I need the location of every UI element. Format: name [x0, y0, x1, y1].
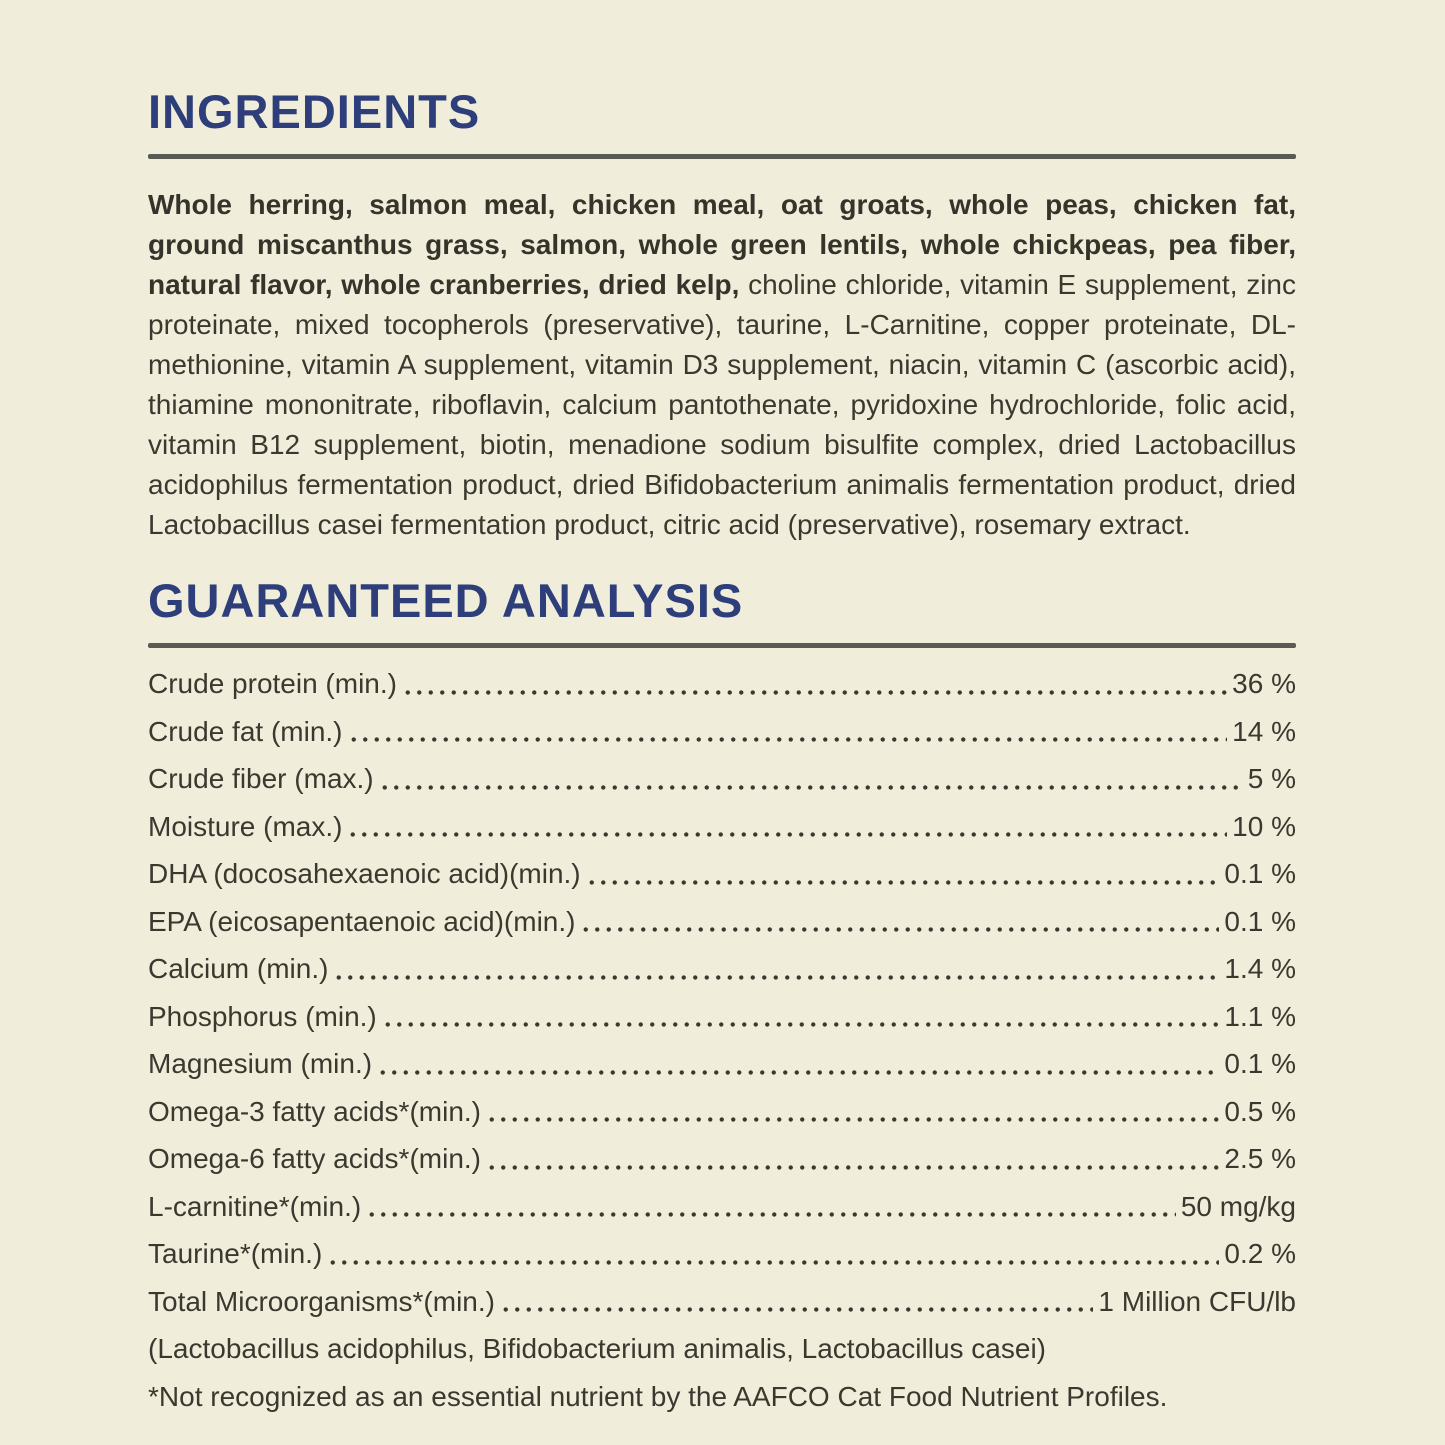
analysis-row-value: 36 % — [1232, 668, 1296, 699]
guaranteed-analysis-title: GUARANTEED ANALYSIS — [148, 574, 744, 627]
analysis-row-value: 1 Million CFU/lb — [1098, 1285, 1296, 1317]
analysis-row-label: Total Microorganisms*(min.) — [148, 1285, 495, 1317]
ingredients-title: INGREDIENTS — [148, 85, 481, 138]
analysis-row-value: 50 mg/kg — [1180, 1190, 1296, 1222]
analysis-row — [148, 1135, 1296, 1183]
analysis-row-label: EPA (eicosapentaenoic acid)(min.) — [148, 905, 576, 937]
analysis-row-value: 1.4 % — [1224, 953, 1296, 984]
analysis-row — [148, 1183, 1296, 1231]
analysis-row — [148, 803, 1296, 851]
analysis-row-value: 10 % — [1232, 810, 1296, 842]
analysis-row — [148, 993, 1296, 1041]
analysis-row — [148, 1088, 1296, 1136]
analysis-row-value: 0.1 % — [1224, 858, 1296, 889]
analysis-row — [148, 898, 1296, 946]
analysis-row-label: Crude fat (min.) — [148, 715, 343, 747]
analysis-row — [148, 1278, 1296, 1326]
analysis-row-value: 14 % — [1232, 715, 1296, 747]
dot-leader — [366, 1183, 1176, 1231]
dot-leader — [500, 1278, 1093, 1326]
analysis-row — [148, 945, 1296, 993]
analysis-row-value: 0.1 % — [1224, 1048, 1296, 1079]
dot-leader — [379, 755, 1243, 803]
analysis-row-label: Phosphorus (min.) — [148, 1000, 377, 1032]
analysis-row-label: Calcium (min.) — [148, 953, 329, 984]
analysis-row-label: Omega-6 fatty acids*(min.) — [148, 1143, 481, 1174]
analysis-row-label: Magnesium (min.) — [148, 1048, 373, 1079]
analysis-row — [148, 660, 1296, 708]
analysis-row-value: 0.2 % — [1224, 1238, 1296, 1269]
dot-leader — [486, 1135, 1219, 1183]
analysis-row — [148, 708, 1296, 756]
dot-leader — [486, 1088, 1219, 1136]
dot-leader — [580, 898, 1219, 946]
analysis-row-value: 2.5 % — [1224, 1143, 1296, 1174]
analysis-row-label: Taurine*(min.) — [148, 1238, 323, 1269]
analysis-row-label: Crude protein (min.) — [148, 668, 397, 699]
analysis-table — [148, 660, 1296, 1420]
dot-leader — [382, 993, 1220, 1041]
analysis-row-label: Moisture (max.) — [148, 810, 343, 842]
analysis-row-value: 0.1 % — [1224, 905, 1296, 937]
label-content — [148, 0, 1296, 1420]
analysis-row — [148, 850, 1296, 898]
dot-leader — [333, 945, 1219, 993]
analysis-row — [148, 755, 1296, 803]
dot-leader — [402, 660, 1227, 708]
analysis-row-label: L-carnitine*(min.) — [148, 1190, 362, 1222]
dot-leader — [348, 708, 1228, 756]
aafco-footnote: *Not recognized as an essential nutrient by the AAFCO Cat Food Nutrient Profiles. — [148, 1380, 1168, 1412]
dot-leader — [347, 803, 1227, 851]
analysis-row-label: Omega-3 fatty acids*(min.) — [148, 1095, 481, 1127]
ingredients-regular-text: choline chloride, vitamin E supplement, zinc proteinate, mixed tocopherols (preservative), taurine, L-Carnitine, copper proteinate, DL-methionine, vitamin A supplement, vitamin D3 supplement, niacin, vitamin C (ascorbic acid), thiamine mononitrate, riboflavin, calcium pantothenate, pyridoxine hydrochloride, folic acid, vitamin B12 supplement, biotin, menadione sodium bisulfite complex, dried Lactobacillus acidophilus fermentation product, dried Bifidobacterium animalis fermentation product, dried Lactobacillus casei fermentation product, citric acid (preservative), rosemary extract. — [148, 269, 1296, 540]
ingredients-divider — [148, 154, 1296, 159]
analysis-row-label: DHA (docosahexaenoic acid)(min.) — [148, 858, 581, 889]
ingredients-bold-text: Whole herring, salmon meal, chicken meal, oat groats, whole peas, chicken fat, ground miscanthus grass, salmon, whole green lentils, whole chickpeas, pea fiber, natural flavor, whole cranberries, dried kelp, — [148, 189, 1296, 300]
dot-leader — [377, 1040, 1219, 1088]
analysis-row-label: Crude fiber (max.) — [148, 763, 374, 794]
analysis-row — [148, 1040, 1296, 1088]
analysis-row-value: 0.5 % — [1224, 1095, 1296, 1127]
analysis-divider — [148, 643, 1296, 648]
analysis-row — [148, 1230, 1296, 1278]
analysis-row-value: 1.1 % — [1224, 1000, 1296, 1032]
dot-leader — [586, 850, 1220, 898]
dot-leader — [327, 1230, 1219, 1278]
analysis-row-value: 5 % — [1247, 763, 1296, 794]
ingredients-paragraph — [148, 185, 1296, 545]
microorganisms-detail-line: (Lactobacillus acidophilus, Bifidobacterium animalis, Lactobacillus casei) — [148, 1333, 1046, 1364]
